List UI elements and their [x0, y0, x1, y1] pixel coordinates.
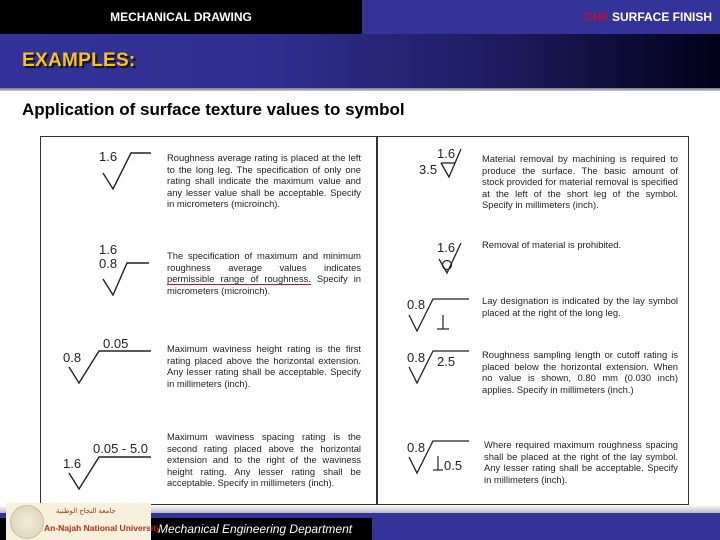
description-8: Roughness sampling length or cutoff rating is placed below the horizontal extension. When no value is shown, 0.80 mm (0.030 inch) applies. Specify in millimeters (inch.): [482, 349, 678, 395]
roughness-value: 0.8: [407, 350, 426, 365]
description-3: Maximum waviness height rating is the first rating placed above the horizontal extension. Any lesser rating shall be acceptable. Specify in millimeters (inch).: [167, 343, 361, 389]
surface-texture-figure: [40, 136, 689, 505]
description-text: Specify in micrometers (microinch).: [167, 273, 361, 296]
chapter-code: CH8: [583, 10, 608, 24]
top-bar: [0, 0, 720, 34]
spacing-value: 0.5: [444, 458, 463, 473]
description-9: Where required maximum roughness spacing shall be placed at the right of the lay symbol. Any lesser rating shall be acceptable. Specify in millimeters (inch).: [484, 439, 678, 485]
chapter-title: SURFACE FINISH: [611, 10, 712, 24]
course-label: [0, 0, 362, 34]
roughness-value: 1.6: [63, 456, 82, 471]
waviness-spacing-value: 0.05 - 5.0: [93, 441, 148, 456]
eagle-emblem-icon: [10, 505, 44, 539]
department-label: Mechanical Engineering Department: [158, 522, 353, 536]
roughness-value: 0.8: [63, 350, 82, 365]
university-name-english: An-Najah National University: [44, 523, 161, 533]
description-7: Lay designation is indicated by the lay symbol placed at the right of the long leg.: [482, 295, 678, 318]
stock-allowance-value: 3.5: [419, 162, 438, 177]
removal-prohibited-symbol: [437, 241, 477, 281]
waviness-spacing-symbol: [61, 439, 171, 494]
roughness-value: 0.8: [407, 440, 426, 455]
course-title: MECHANICAL DRAWING: [110, 10, 252, 24]
university-logo: [6, 503, 161, 540]
cutoff-value: 2.5: [437, 354, 456, 369]
lay-designation-symbol: [407, 295, 477, 335]
roughness-value: 0.8: [407, 297, 426, 312]
chapter-label: [362, 0, 720, 34]
waviness-height-value: 0.05: [103, 336, 129, 351]
roughness-symbol-2: [97, 243, 157, 298]
machining-required-symbol: [419, 147, 469, 187]
max-roughness-value: 1.6: [99, 242, 118, 257]
sampling-length-symbol: [407, 347, 487, 387]
roughness-value: 1.6: [437, 146, 456, 161]
min-roughness-value: 0.8: [99, 256, 118, 271]
slide-title: EXAMPLES:: [22, 50, 136, 71]
roughness-symbol-1: [97, 149, 157, 189]
roughness-spacing-symbol: [407, 437, 487, 477]
description-2: [167, 250, 361, 296]
description-4: Maximum waviness spacing rating is the second rating placed above the horizontal extension and to the right of the waviness height rating. Any lesser rating shall be acceptable. Specify in millimeters (inch).: [167, 431, 361, 489]
university-name-arabic: جامعة النجاح الوطنية: [56, 508, 116, 515]
description-5: Material removal by machining is required to produce the surface. The basic amount of stock provided for material removal is specified at the left of the short leg of the symbol. Specify in millimeters (inch).: [482, 153, 678, 211]
slide-subtitle: Application of surface texture values to symbol: [22, 100, 405, 119]
roughness-value: 1.6: [437, 240, 456, 255]
roughness-value: 1.6: [99, 149, 118, 164]
highlighted-phrase: permissible range of roughness.: [167, 273, 311, 285]
column-divider: [376, 137, 378, 504]
waviness-height-symbol: [61, 337, 171, 392]
description-6: Removal of material is prohibited.: [482, 239, 622, 250]
description-1: Roughness average rating is placed at the left to the long leg. The specification of only one rating shall indicate the maximum value and any lesser value shall be acceptable. Specify in micrometers (microinch).: [167, 152, 361, 210]
title-divider: [0, 88, 720, 91]
title-band: [0, 34, 720, 88]
description-text: The specification of maximum and minimum roughness average values indicates: [167, 250, 361, 273]
